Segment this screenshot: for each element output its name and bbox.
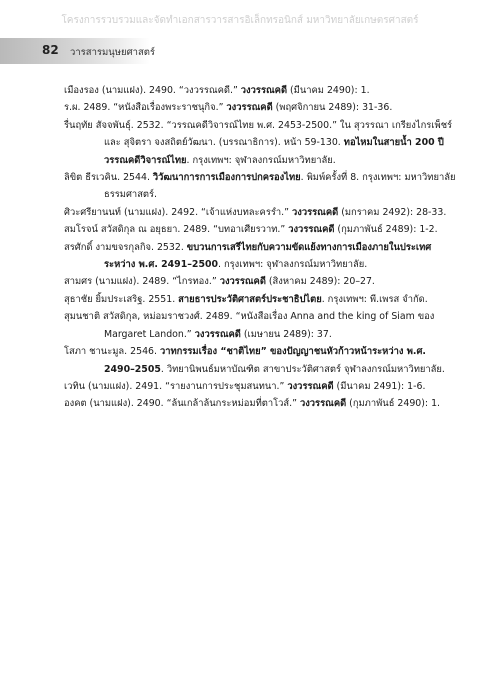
reference-entry: สุธาชัย ยิ้มประเสริฐ. 2551. สายธารประวัติศาสตร์ประชาธิปไตย. กรุงเทพฯ: พี.เพรส จำกัด. — [64, 293, 428, 305]
reference-entry: ลิขิต ธีรเวคิน. 2544. วิวัฒนาการการเมืองการปกครองไทย. พิมพ์ครั้งที่ 8. กรุงเทพฯ: มหาวิทยาลัยธรรมศาสตร์. — [64, 172, 456, 201]
reference-entry: โสภา ชานะมูล. 2546. วาทกรรมเรื่อง “ชาติไทย” ของปัญญาชนหัวก้าวหน้าระหว่าง พ.ศ. 2490–2505. วิทยานิพนธ์มหาบัณฑิต สาขาประวัติศาสตร์ จุฬาลงกรณ์มหาวิทยาลัย. — [64, 346, 445, 375]
reference-entry: สุมนชาติ สวัสดิกุล, หม่อมราชวงศ์. 2489. “หนังสือเรื่อง Anna and the king of Siam ของ Margaret Landon.” วงวรรณคดี (เมษายน 2489): 37. — [64, 311, 435, 340]
reference-entry: ศิวะศรียานนท์ (นามแฝง). 2492. “เจ้าแห่งบทละครรำ.” วงวรรณคดี (มกราคม 2492): 28-33. — [64, 206, 447, 218]
reference-entry: องคต (นามแฝง). 2490. “ล้นเกล้าล้นกระหม่อมที่ตาโวส์.” วงวรรณคดี (กุมภาพันธ์ 2490): 1. — [64, 398, 441, 410]
reference-entry: เมืองรอง (นามแฝง). 2490. “วงวรรณคดี.” วงวรรณคดี (มีนาคม 2490): 1. — [64, 85, 370, 96]
reference-entry: สมโรจน์ สวัสดิกุล ณ อยุธยา. 2489. “บทอาเศียรวาท.” วงวรรณคดี (กุมภาพันธ์ 2489): 1-2. — [64, 224, 438, 236]
reference-entry: สามศร (นามแฝง). 2489. “ไกรทอง.” วงวรรณคดี (สิงหาคม 2489): 20–27. — [64, 276, 375, 288]
reference-entry: รื่นฤทัย สัจจพันธุ์. 2532. “วรรณคดีวิจารณ์ไทย พ.ศ. 2453-2500.” ใน สุวรรณา เกรียงไกรเพ็ชร์ และ สุจิตรา จงสถิตย์วัฒนา. (บรรณาธิการ). หน้า 59-130. ทอไหมในสายน้ำ 200 ปี วรรณคดีวิจารณ์ไทย. กรุงเทพฯ: จุฬาลงกรณ์มหาวิทยาลัย. — [64, 119, 453, 166]
journal-name: วารสารมนุษยศาสตร์ — [70, 47, 156, 58]
watermark-text: โครงการรวบรวมและจัดทำเอกสารวารสารอิเล็กทรอนิกส์ มหาวิทยาลัยเกษตรศาสตร์ — [61, 15, 419, 26]
reference-entry: เวทิน (นามแฝง). 2491. “รายงานการประชุมสนทนา.” วงวรรณคดี (มีนาคม 2491): 1-6. — [64, 380, 426, 392]
reference-entry: ร.ผ. 2489. “หนังสือเรื่องพระราชนุกิจ.” วงวรรณคดี (พฤศจิกายน 2489): 31-36. — [64, 102, 393, 114]
page-number: 82 — [42, 43, 59, 57]
reference-list — [64, 82, 456, 413]
reference-entry: สรศักดิ์ งามขจรกุลกิจ. 2532. ขบวนการเสรีไทยกับความขัดแย้งทางการเมืองภายในประเทศระหว่าง พ.ศ. 2491–2500. กรุงเทพฯ: จุฬาลงกรณ์มหาวิทยาลัย. — [64, 241, 432, 271]
